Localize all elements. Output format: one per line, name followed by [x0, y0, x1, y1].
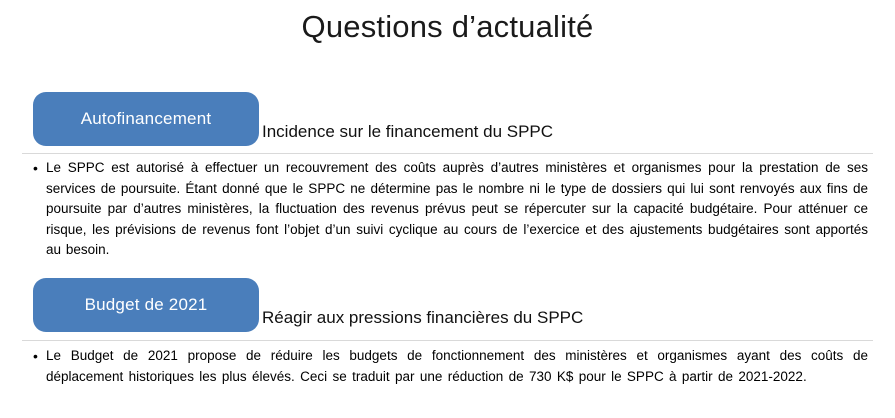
bullet-text: Le Budget de 2021 propose de réduire les budgets de fonctionnement des ministères et organismes ayant des coûts de déplacement historiques les plus élevés. Ceci se traduit par une réduction de 730 K$ pour le SPPC à partir de 2021-2022. [46, 348, 868, 384]
list-item [33, 346, 868, 387]
bullet-list-autofinancement [33, 158, 868, 261]
list-item [33, 158, 868, 261]
bullet-text: Le SPPC est autorisé à effectuer un recouvrement des coûts auprès d’autres ministères et organismes pour la prestation de ses services de poursuite. Étant donné que le SPPC ne détermine pas le nombre ni le type de dossiers qui lui sont renvoyés aux fins de poursuite par d’autres ministères, la fluctuation des revenus prévus peut se répercuter sur la capacité budgétaire. Pour atténuer ce risque, les prévisions de revenus font l’objet d’un suivi cyclique au cours de l’exercice et des ajustements budgétaires sont apportés au besoin. [46, 160, 868, 257]
section-tag-autofinancement: Autofinancement [33, 92, 259, 146]
section-heading-budget-2021: Réagir aux pressions financières du SPPC [262, 308, 584, 327]
section-divider [22, 153, 873, 154]
bullet-marker-icon: • [33, 348, 38, 364]
section-divider [22, 340, 873, 341]
section-tag-budget-2021: Budget de 2021 [33, 278, 259, 332]
bullet-marker-icon: • [33, 160, 38, 176]
section-heading-autofinancement: Incidence sur le financement du SPPC [262, 122, 554, 141]
page-title: Questions d’actualité [301, 9, 594, 44]
bullet-list-budget-2021 [33, 346, 868, 387]
